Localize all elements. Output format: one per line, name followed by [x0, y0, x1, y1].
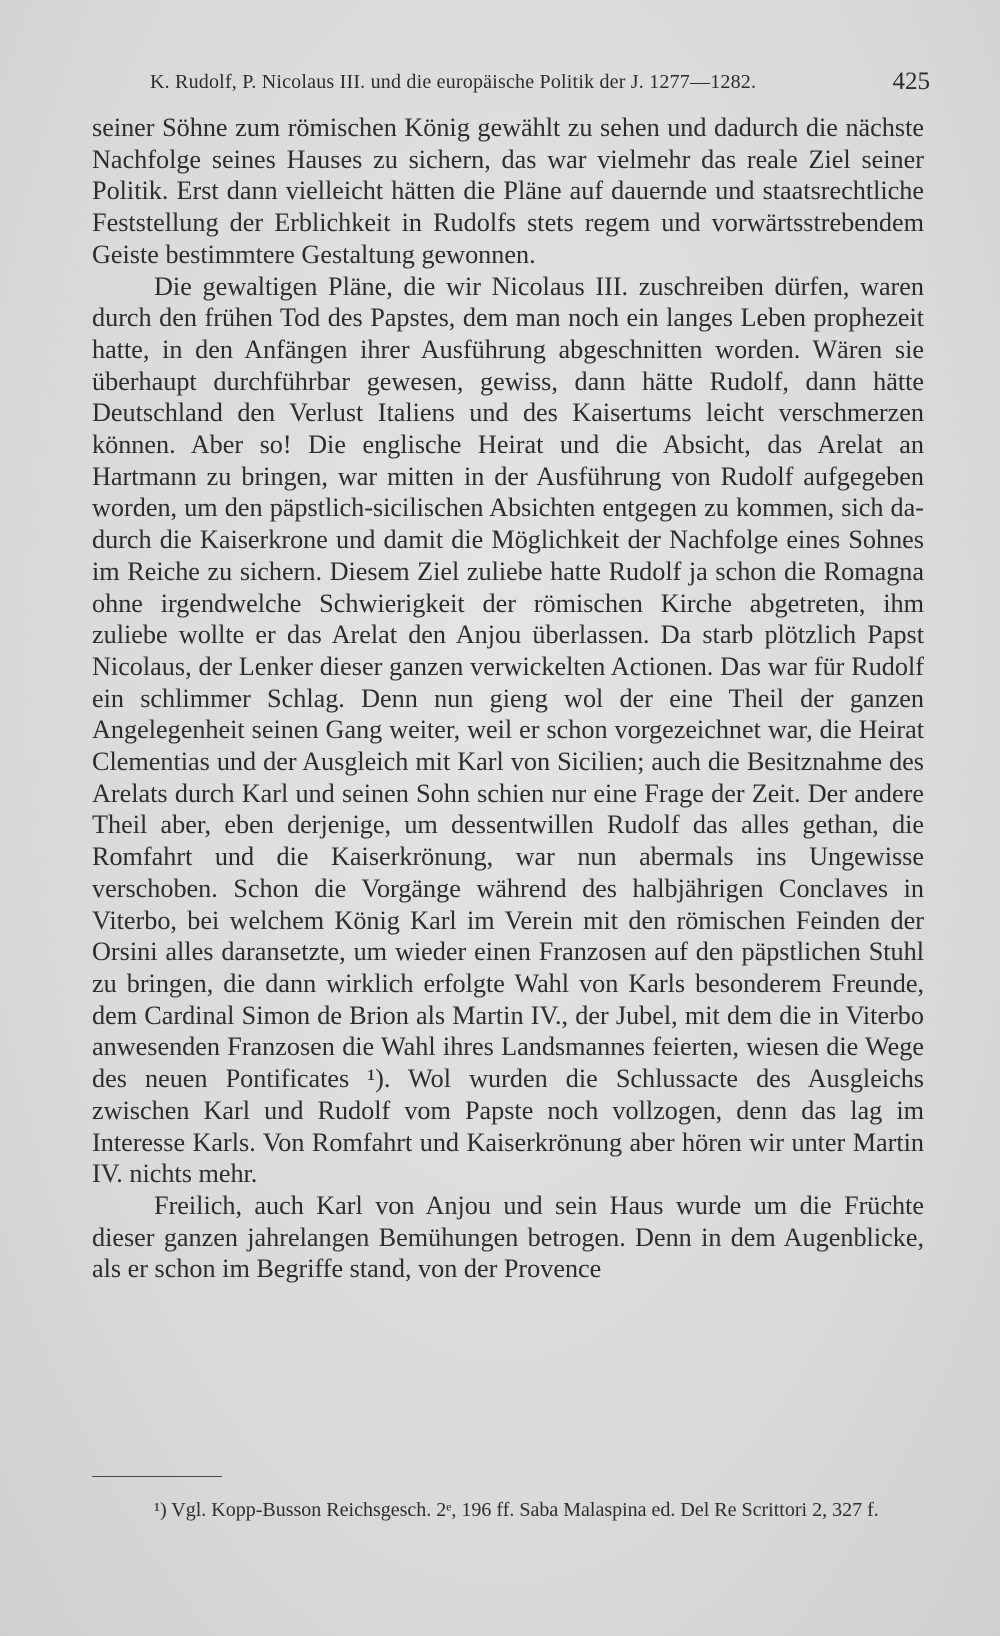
- footnote: ¹) Vgl. Kopp-Busson Reichsgesch. 2ᵉ, 196 ff. Saba Malaspina ed. Del Re Scrittori 2, 327 f.: [154, 1499, 879, 1521]
- running-head: [150, 60, 930, 96]
- running-head-title: K. Rudolf, P. Nicolaus III. und die europäische Politik der J. 1277—1282.: [150, 71, 757, 93]
- paragraph: Freilich, auch Karl von Anjou und sein Haus wurde um die Früchte dieser ganzen jahrelangen Bemühungen betrogen. Denn in dem Augenblicke, als er schon im Begriffe stand, von der Provence: [92, 1190, 924, 1284]
- paragraph-continuation: seiner Söhne zum römischen König gewählt zu sehen und dadurch die nächste Nachfolge seines Hauses zu sichern, das war vielmehr das reale Ziel seiner Politik. Erst dann vielleicht hätten die Pläne auf dauernde und staatsrechtliche Feststellung der Erblichkeit in Rudolfs stets regem und vorwärtsstrebendem Geiste bestimmtere Gestaltung gewonnen.: [92, 113, 924, 269]
- page-number: 425: [892, 68, 930, 95]
- body-text: [92, 112, 924, 1285]
- paragraph: Die gewaltigen Pläne, die wir Nicolaus III. zuschreiben dürfen, waren durch den frühen Tod des Papstes, dem man noch ein langes Leben prophezeit hatte, in den Anfängen ihrer Ausführung abgeschnitten worden. Wären sie überhaupt durchführbar gewesen, gewiss, dann hätte Rudolf, dann hätte Deutschland den Verlust Italiens und des Kaisertums leicht verschmerzen können. Aber so! Die englische Heirat und die Absicht, das Arelat an Hartmann zu bringen, war mitten in der Ausführung von Rudolf aufgegeben worden, um den päpstlich-sicilischen Absichten entgegen zu kommen, sich dadurch die Kaiserkrone und damit die Möglichkeit der Nachfolge eines Sohnes im Reiche zu sichern. Diesem Ziel zuliebe hatte Rudolf ja schon die Romagna ohne irgendwelche Schwierigkeit der römischen Kirche abgetreten, ihm zuliebe wollte er das Arelat den Anjou überlassen. Da starb plötzlich Papst Nicolaus, der Lenker dieser ganzen verwickelten Actionen. Das war für Rudolf ein schlimmer Schlag. Denn nun gieng wol der eine Theil der ganzen Angelegenheit seinen Gang weiter, weil er schon vorgezeichnet war, die Heirat Clementias und der Ausgleich mit Karl von Sicilien; auch die Besitznahme des Arelats durch Karl und seinen Sohn schien nur eine Frage der Zeit. Der andere Theil aber, eben derjenige, um dessentwillen Rudolf das alles gethan, die Romfahrt und die Kaiserkrönung, war nun abermals ins Ungewisse verschoben. Schon die Vorgänge während des halbjährigen Conclaves in Viterbo, bei welchem König Karl im Verein mit den römischen Feinden der Orsini alles daransetzte, um wieder einen Franzosen auf den päpstlichen Stuhl zu bringen, die dann wirklich erfolgte Wahl von Karls besonderem Freunde, dem Cardinal Simon de Brion als Martin IV., der Jubel, mit dem die in Viterbo anwesenden Franzosen die Wahl ihres Landsmannes feierten, wiesen die Wege des neuen Pontificates ¹). Wol wurden die Schlussacte des Ausgleichs zwischen Karl und Rudolf vom Papste noch vollzogen, denn das lag im Interesse Karls. Von Romfahrt und Kaiserkrönung aber hören wir unter Martin IV. nichts mehr.: [92, 271, 924, 1189]
- footnote-rule: [92, 1476, 222, 1477]
